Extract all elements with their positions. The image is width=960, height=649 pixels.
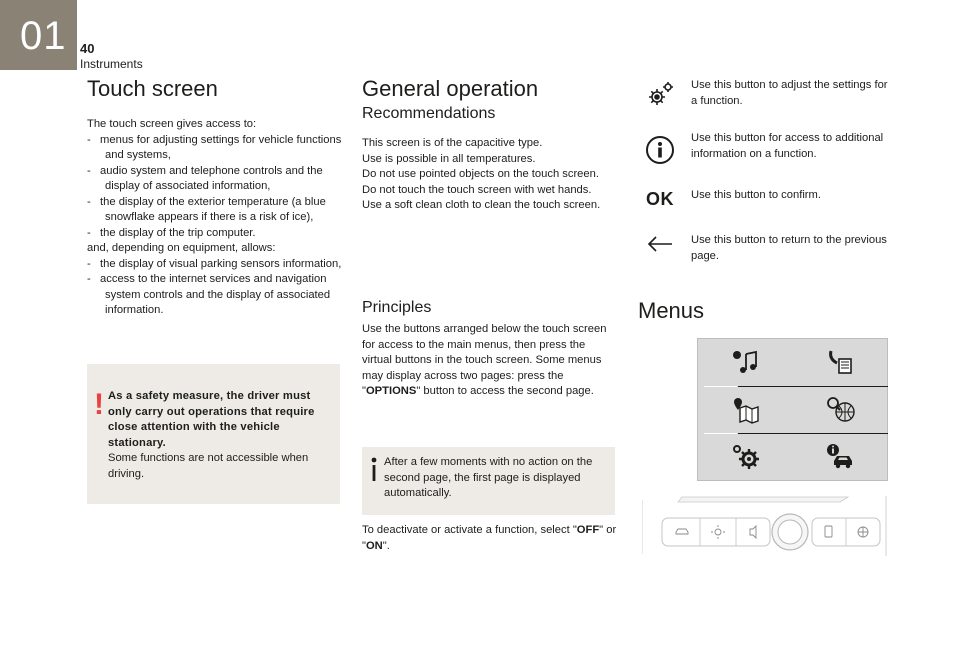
ok-label: OK (646, 188, 674, 209)
deactivate-text (362, 523, 617, 554)
music-note-icon (698, 339, 793, 386)
info-note-text: After a few moments with no action on the second page, the first page is displayed automatically. (384, 456, 593, 499)
recommendation-line: Do not use pointed objects on the touch screen. (362, 168, 599, 180)
list-item: - audio system and telephone controls and the display of associated information, (87, 164, 323, 192)
touch-screen-intro: The touch screen gives access to: (87, 118, 257, 130)
principles-title: Principles (362, 299, 432, 316)
list-item: - menus for adjusting settings for vehicle functions and systems, (87, 133, 342, 161)
recommendation-line: Do not touch the touch screen with wet hands. (362, 183, 592, 196)
on-label: ON (365, 539, 383, 552)
warning-text (108, 389, 330, 482)
recommendation-line: Use is possible in all temperatures. (362, 152, 536, 165)
info-circle-icon (644, 134, 676, 166)
info-button-description: Use this button for access to additional information on a function. (691, 132, 884, 160)
general-operation-title: General operation (362, 76, 539, 101)
page-number: 40 (80, 41, 95, 56)
menus-title: Menus (638, 298, 705, 323)
warning-icon: ! (94, 388, 104, 421)
recommendation-line: Use a soft clean cloth to clean the touch screen. (362, 199, 601, 211)
chapter-number: 01 (20, 14, 67, 58)
warning-strong-text: As a safety measure, the driver must only carry out operations that require close attention with the vehicle stationary. (108, 390, 315, 449)
off-label: OFF (576, 524, 600, 536)
arrow-left-icon (646, 234, 674, 254)
info-icon (369, 457, 379, 488)
back-button-description: Use this button to return to the previous page. (691, 234, 887, 262)
touch-screen-body (87, 117, 342, 319)
phone-icon (793, 339, 888, 386)
list-item: - the display of the trip computer. (87, 226, 256, 239)
recommendations-title: Recommendations (362, 105, 496, 122)
connected-services-icon (793, 386, 888, 433)
vehicle-info-icon (793, 433, 888, 480)
recommendation-line: This screen is of the capacitive type. (362, 137, 543, 149)
menu-panel-illustration (697, 338, 888, 481)
list-item: - the display of the exterior temperature (a blue snowflake appears if there is a risk of ice), (87, 195, 326, 223)
warning-note: Some functions are not accessible when driving. (108, 452, 309, 480)
principles-body (362, 322, 617, 400)
console-buttons-illustration (642, 494, 888, 564)
chapter-tab (0, 0, 77, 70)
touch-screen-title: Touch screen (87, 76, 218, 101)
deactivate-text-end: ". (382, 539, 390, 552)
ok-button-label (642, 186, 678, 212)
info-note-box (362, 447, 615, 515)
settings-gears-icon (698, 433, 793, 480)
ok-button-description: Use this button to confirm. (691, 189, 821, 201)
section-name: Instruments (80, 57, 143, 71)
deactivate-text-start: To deactivate or activate a function, select " (362, 524, 577, 536)
principles-text: Use the buttons arranged below the touch screen for access to the main menus, then press the virtual buttons in the touch screen. Some menus may display across two pages: press the " (362, 323, 607, 397)
gear-icon (644, 80, 676, 110)
list-item: - access to the internet services and navigation system controls and the display of associated information. (87, 273, 331, 316)
navigation-map-icon (698, 386, 793, 433)
settings-button-description: Use this button to adjust the settings for a function. (691, 79, 888, 107)
principles-text-end: " button to access the second page. (416, 385, 594, 397)
list-item: - the display of visual parking sensors information, (87, 257, 342, 270)
recommendations-body (362, 136, 617, 214)
options-label: OPTIONS (365, 385, 417, 397)
equipment-intro: and, depending on equipment, allows: (87, 242, 276, 254)
deactivate-text-mid: " or " (362, 524, 617, 552)
safety-warning-box (87, 364, 340, 504)
